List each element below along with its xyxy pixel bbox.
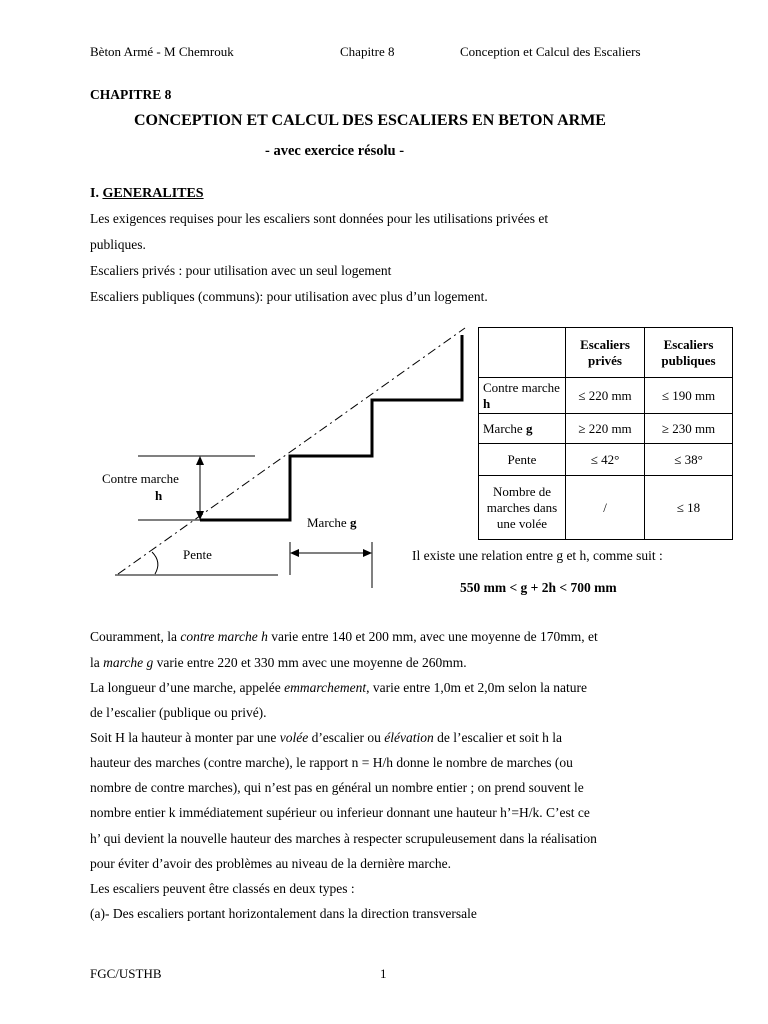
row-label: Marche g [479, 414, 566, 444]
body-line: pour éviter d’avoir des problèmes au niveau de la dernière marche. [90, 856, 451, 871]
footer-left: FGC/USTHB [90, 966, 162, 981]
body-line: nombre de contre marches), qui n’est pas en général un nombre entier ; on prend souvent le [90, 780, 584, 795]
cell-prive: ≥ 220 mm [566, 414, 645, 444]
label-g: g [349, 515, 357, 530]
cell-public: ≤ 38° [645, 444, 733, 476]
body-line: Les escaliers peuvent être classés en deux types : [90, 881, 355, 896]
header-right: Conception et Calcul des Escaliers [460, 44, 641, 59]
row-label: Contre marche h [479, 378, 566, 414]
intro-line: Escaliers publiques (communs): pour utilisation avec plus d’un logement. [90, 289, 488, 304]
section-number: I. [90, 186, 99, 201]
h-arrow-top [196, 456, 204, 465]
label-pente: Pente [183, 547, 212, 562]
table-row [479, 476, 733, 540]
intro-line: Les exigences requises pour les escaliers sont données pour les utilisations privées et [90, 211, 549, 226]
body-line: Couramment, la contre marche h varie entre 140 et 200 mm, avec une moyenne de 170mm, et [90, 629, 598, 644]
body-line: nombre entier k immédiatement supérieur ou inferieur donnant une hauteur h’=H/k. C’est ce [90, 805, 590, 820]
header-left: Bèton Armé - M Chemrouk [90, 44, 234, 59]
body-line: hauteur des marches (contre marche), le rapport n = H/h donne le nombre de marches (ou [90, 755, 573, 770]
relation-formula: 550 mm < g + 2h < 700 mm [460, 580, 617, 595]
table-header-row [479, 328, 733, 378]
body-line: Soit H la hauteur à monter par une volée d’escalier ou élévation de l’escalier et soit h la [90, 730, 562, 745]
cell-prive: ≤ 220 mm [566, 378, 645, 414]
row-label: Pente [479, 444, 566, 476]
cell-public: ≥ 230 mm [645, 414, 733, 444]
chapter-label: CHAPITRE 8 [90, 87, 172, 102]
section-heading [90, 186, 204, 202]
slope-line [118, 328, 465, 574]
cell-public: ≤ 190 mm [645, 378, 733, 414]
label-marche-g [307, 515, 356, 531]
cell-prive: ≤ 42° [566, 444, 645, 476]
table-header-public: Escaliers publiques [645, 328, 733, 378]
g-arrow-left [290, 549, 299, 557]
body-line: (a)- Des escaliers portant horizontalement dans la direction transversale [90, 906, 477, 921]
body-line: de l’escalier (publique ou privé). [90, 705, 267, 720]
page-number: 1 [380, 966, 387, 981]
page-subtitle: - avec exercice résolu - [265, 143, 405, 159]
stair-requirements-table [478, 327, 733, 540]
table-row [479, 444, 733, 476]
slope-angle-arc [152, 552, 158, 574]
g-arrow-right [363, 549, 372, 557]
intro-line: Escaliers privés : pour utilisation avec un seul logement [90, 263, 392, 278]
relation-text: Il existe une relation entre g et h, comme suit : [412, 548, 663, 563]
row-label: Nombre de marches dans une volée [479, 476, 566, 540]
body-line: La longueur d’une marche, appelée emmarchement, varie entre 1,0m et 2,0m selon la nature [90, 680, 587, 695]
page-title: CONCEPTION ET CALCUL DES ESCALIERS EN BETON ARME [134, 112, 606, 129]
section-title: GENERALITES [102, 186, 204, 201]
body-line: h’ qui devient la nouvelle hauteur des marches à respecter scrupuleusement dans la réalisation [90, 831, 597, 846]
body-line: la marche g varie entre 220 et 330 mm avec une moyenne de 260mm. [90, 655, 467, 670]
cell-prive: / [566, 476, 645, 540]
label-marche: Marche [307, 515, 347, 530]
table-header-prive: Escaliers privés [566, 328, 645, 378]
label-contre-marche: Contre marche [102, 471, 179, 486]
table-corner-cell [479, 328, 566, 378]
intro-line: publiques. [90, 237, 146, 252]
table-row [479, 414, 733, 444]
stair-profile [200, 335, 462, 520]
table-row [479, 378, 733, 414]
cell-public: ≤ 18 [645, 476, 733, 540]
label-h: h [155, 488, 163, 503]
header-chapter: Chapitre 8 [340, 44, 395, 59]
